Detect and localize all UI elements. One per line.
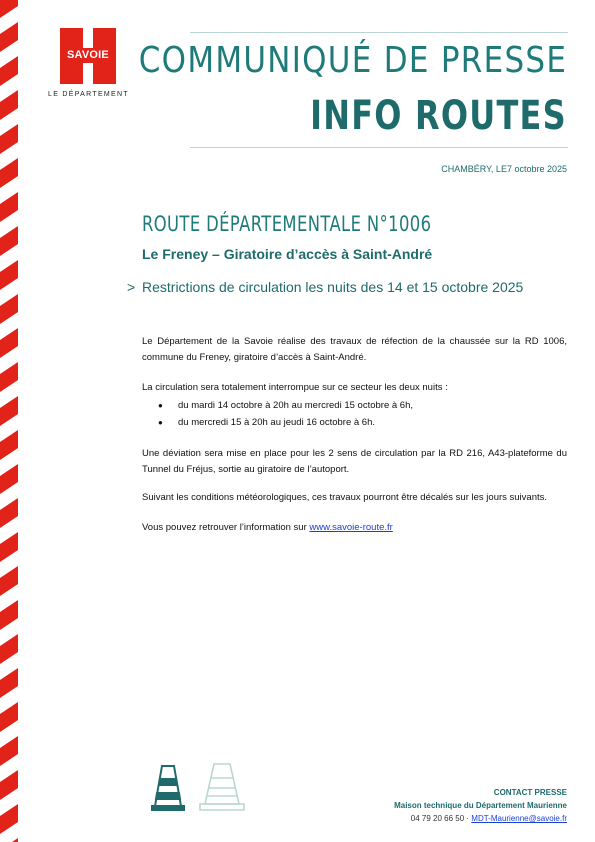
location-subtitle: Le Freney – Giratoire d’accès à Saint-André	[142, 246, 433, 262]
paragraph-info	[142, 520, 567, 536]
website-link[interactable]: www.savoie-route.fr	[309, 522, 393, 533]
headline	[127, 279, 523, 295]
dateline: CHAMBÉRY, LE7 octobre 2025	[441, 164, 567, 174]
headline-text: Restrictions de circulation les nuits des 14 et 15 octobre 2025	[142, 279, 524, 295]
chevron-right-icon: >	[127, 279, 136, 295]
list-item: ● du mardi 14 octobre à 20h au mercredi 15 octobre à 6h,	[158, 397, 413, 414]
list-item: ● du mercredi 15 à 20h au jeudi 16 octobre à 6h.	[158, 414, 413, 431]
header-rule-bottom	[190, 147, 568, 148]
route-heading: ROUTE DÉPARTEMENTALE N°1006	[142, 212, 432, 236]
traffic-cone-outline-icon	[200, 764, 244, 810]
header-rule-top	[190, 32, 568, 33]
logo-word: SAVOIE	[62, 48, 114, 63]
info-routes-title: INFO ROUTES	[310, 93, 567, 139]
closure-list	[158, 397, 413, 431]
press-release-title: COMMUNIQUÉ DE PRESSE	[138, 40, 567, 81]
contact-line	[394, 812, 567, 825]
hazard-stripe-border	[0, 0, 18, 842]
contact-email-link[interactable]: MDT-Maurienne@savoie.fr	[471, 814, 567, 823]
logo-subtitle: LE DÉPARTEMENT	[48, 91, 129, 98]
press-contact	[394, 786, 567, 825]
paragraph-closure: La circulation sera totalement interrompue sur ce secteur les deux nuits :	[142, 382, 448, 393]
contact-heading: CONTACT PRESSE	[493, 788, 567, 797]
savoie-cross-emblem	[60, 28, 116, 84]
contact-phone: 04 79 20 66 50	[410, 814, 465, 823]
traffic-cones-illustration	[148, 760, 248, 812]
traffic-cone-icon	[152, 766, 184, 810]
paragraph-weather: Suivant les conditions météorologiques, ces travaux pourront être décalés sur les jours suivants.	[142, 492, 548, 503]
paragraph-detour: Une déviation sera mise en place pour les 2 sens de circulation par la RD 216, A43-plateforme du Tunnel du Fréjus, sortie au giratoire de l’autoport.	[142, 448, 567, 475]
info-prefix: Vous pouvez retrouver l’information sur	[142, 522, 310, 533]
contact-org: Maison technique du Département Maurienne	[394, 801, 567, 810]
paragraph-works: Le Département de la Savoie réalise des travaux de réfection de la chaussée sur la RD 1006, commune du Freney, giratoire d’accès à Saint-André.	[142, 336, 567, 363]
contact-separator: ·	[464, 814, 472, 823]
